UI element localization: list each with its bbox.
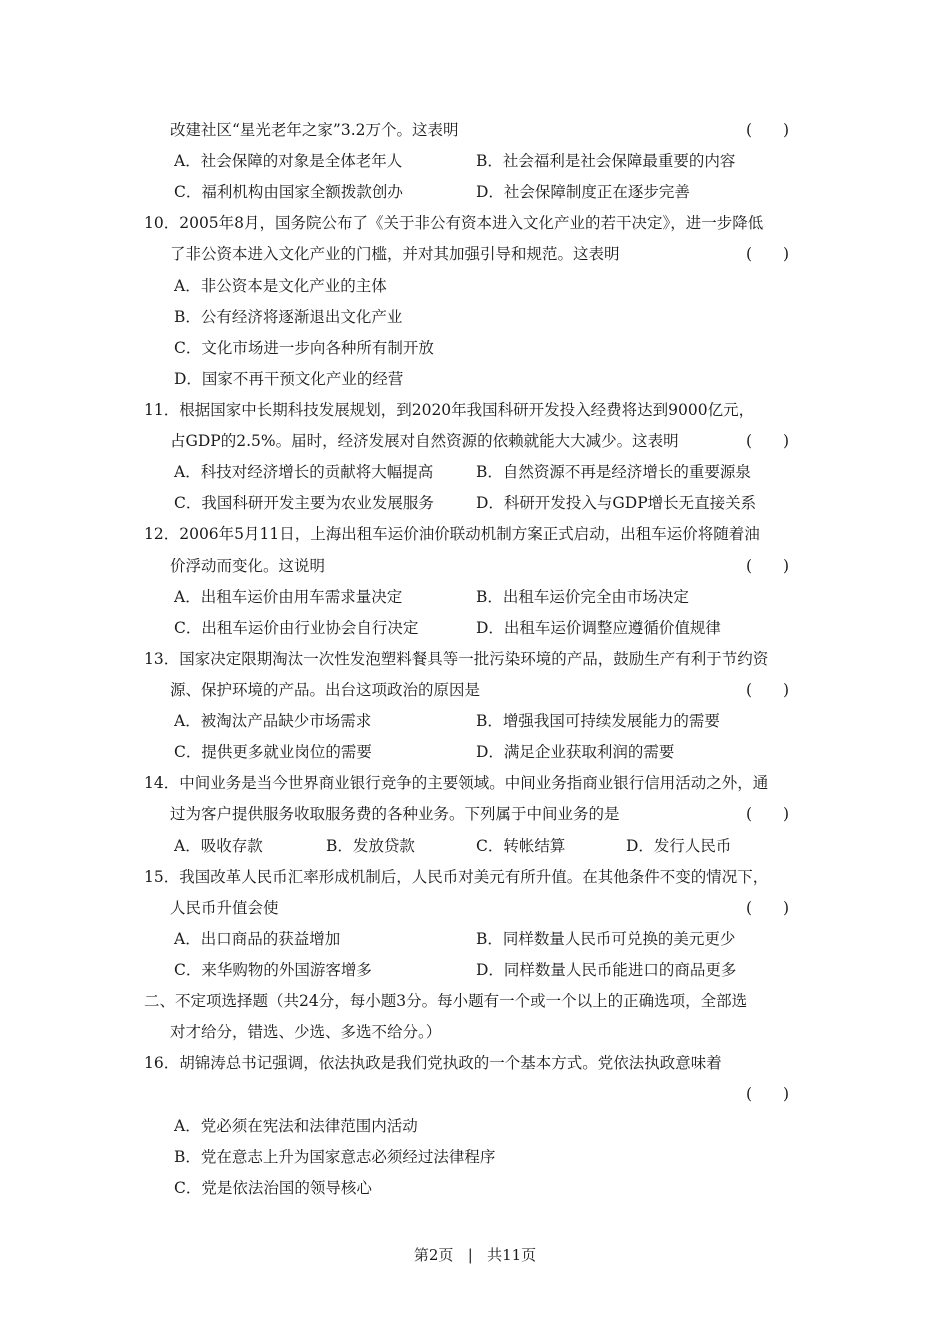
q9-options-row1 <box>0 148 950 174</box>
q13-options-row2 <box>0 739 950 765</box>
q13-option-d: D．满足企业获取利润的需要 <box>476 743 675 761</box>
q10-stem-line2 <box>0 241 950 267</box>
q13-stem-line2 <box>0 677 950 703</box>
q16-option-b: B．党在意志上升为国家意志必须经过法律程序 <box>174 1148 496 1166</box>
q15-stem-text2: 人民币升值会使 <box>170 899 279 917</box>
q12-option-b: B．出租车运价完全由市场决定 <box>476 588 689 606</box>
q14-stem-text: 14．中间业务是当今世界商业银行竞争的主要领域。中间业务指商业银行信用活动之外，通 <box>144 774 769 792</box>
q12-options-row1 <box>0 584 950 610</box>
q11-stem-line2 <box>0 428 950 454</box>
section2-heading-line1 <box>0 988 950 1014</box>
q13-options-row1 <box>0 708 950 734</box>
q12-answer-blank: ( ) <box>746 557 790 575</box>
q9-answer-blank: ( ) <box>746 121 790 139</box>
q13-stem-text: 13．国家决定限期淘汰一次性发泡塑料餐具等一批污染环境的产品，鼓励生产有利于节约资 <box>144 650 769 668</box>
q14-stem-line2 <box>0 801 950 827</box>
q15-options-row2 <box>0 957 950 983</box>
page-number-separator: | <box>467 1246 473 1264</box>
q12-stem-line2 <box>0 553 950 579</box>
q14-option-b: B．发放贷款 <box>326 837 415 855</box>
q10-option-c: C．文化市场进一步向各种所有制开放 <box>174 339 434 357</box>
section2-heading-line2 <box>0 1019 950 1045</box>
q9-option-a: A．社会保障的对象是全体老年人 <box>174 152 403 170</box>
q16-stem-line1 <box>0 1050 950 1076</box>
section2-heading-cont: 对才给分，错选、少选、多选不给分。） <box>170 1023 442 1041</box>
q15-stem-text: 15．我国改革人民币汇率形成机制后，人民币对美元有所升值。在其他条件不变的情况下， <box>144 868 769 886</box>
q13-option-a: A．被淘汰产品缺少市场需求 <box>174 712 372 730</box>
q9-stem <box>0 117 950 143</box>
q9-option-b: B．社会福利是社会保障最重要的内容 <box>476 152 736 170</box>
q12-stem-text2: 价浮动而变化。这说明 <box>170 557 326 575</box>
q13-stem-text2: 源、保护环境的产品。出台这项政治的原因是 <box>170 681 481 699</box>
q15-option-d: D．同样数量人民币能进口的商品更多 <box>476 961 737 979</box>
page-number-current: 第2页 <box>413 1246 454 1264</box>
q10-option-a: A．非公资本是文化产业的主体 <box>174 277 387 295</box>
q15-options-row1 <box>0 926 950 952</box>
q10-stem-text2: 了非公资本进入文化产业的门槛，并对其加强引导和规范。这表明 <box>170 245 620 263</box>
q12-option-c: C．出租车运价由行业协会自行决定 <box>174 619 419 637</box>
q15-stem-line1 <box>0 864 950 890</box>
q12-option-d: D．出租车运价调整应遵循价值规律 <box>476 619 721 637</box>
q11-stem-line1 <box>0 397 950 423</box>
q11-answer-blank: ( ) <box>746 432 790 450</box>
q13-answer-blank: ( ) <box>746 681 790 699</box>
q10-stem-line1 <box>0 210 950 236</box>
q11-option-a: A．科技对经济增长的贡献将大幅提高 <box>174 463 434 481</box>
q10-answer-blank: ( ) <box>746 245 790 263</box>
q11-options-row2 <box>0 490 950 516</box>
q14-options-row <box>0 833 950 859</box>
q9-options-row2 <box>0 179 950 205</box>
q16-option-c: C．党是依法治国的领导核心 <box>174 1179 372 1197</box>
q14-option-d: D．发行人民币 <box>626 837 732 855</box>
q10-option-b: B．公有经济将逐渐退出文化产业 <box>174 308 403 326</box>
q11-stem-text2: 占GDP的2.5%。届时，经济发展对自然资源的依赖就能大大减少。这表明 <box>170 432 679 450</box>
q11-stem-text: 11．根据国家中长期科技发展规划，到2020年我国科研开发投入经费将达到9000亿元， <box>144 401 755 419</box>
q13-stem-line1 <box>0 646 950 672</box>
q14-stem-text2: 过为客户提供服务收取服务费的各种业务。下列属于中间业务的是 <box>170 805 620 823</box>
section2-heading: 二、不定项选择题（共24分，每小题3分。每小题有一个或一个以上的正确选项，全部选 <box>144 992 748 1010</box>
q12-stem-line1 <box>0 521 950 547</box>
q11-option-b: B．自然资源不再是经济增长的重要源泉 <box>476 463 751 481</box>
q9-option-c: C．福利机构由国家全额拨款创办 <box>174 183 403 201</box>
q10-option-d: D．国家不再干预文化产业的经营 <box>174 370 404 388</box>
q15-option-b: B．同样数量人民币可兑换的美元更少 <box>476 930 736 948</box>
q10-stem-text: 10．2005年8月，国务院公布了《关于非公有资本进入文化产业的若干决定》，进一步降低 <box>144 214 764 232</box>
q15-answer-blank: ( ) <box>746 899 790 917</box>
q16-option-a: A．党必须在宪法和法律范围内活动 <box>174 1117 418 1135</box>
q14-option-a: A．吸收存款 <box>174 837 263 855</box>
q16-option-b-line <box>0 1144 950 1170</box>
q15-stem-line2 <box>0 895 950 921</box>
q15-option-c: C．来华购物的外国游客增多 <box>174 961 372 979</box>
q13-option-b: B．增强我国可持续发展能力的需要 <box>476 712 720 730</box>
q14-stem-line1 <box>0 770 950 796</box>
q16-option-a-line <box>0 1113 950 1139</box>
q9-stem-text: 改建社区“星光老年之家”3.2万个。这表明 <box>170 121 459 139</box>
q12-option-a: A．出租车运价由用车需求量决定 <box>174 588 403 606</box>
q9-option-d: D．社会保障制度正在逐步完善 <box>476 183 690 201</box>
q16-stem-text: 16．胡锦涛总书记强调，依法执政是我们党执政的一个基本方式。党依法执政意味着 <box>144 1054 722 1072</box>
q13-option-c: C．提供更多就业岗位的需要 <box>174 743 372 761</box>
q16-answer-blank: ( ) <box>746 1085 790 1103</box>
q14-option-c: C．转帐结算 <box>476 837 566 855</box>
q12-stem-text: 12．2006年5月11日，上海出租车运价油价联动机制方案正式启动，出租车运价将随着油 <box>144 525 760 543</box>
q15-option-a: A．出口商品的获益增加 <box>174 930 341 948</box>
q10-option-b-line <box>0 304 950 330</box>
q16-answer-line <box>0 1081 950 1107</box>
q11-option-c: C．我国科研开发主要为农业发展服务 <box>174 494 434 512</box>
q10-option-a-line <box>0 273 950 299</box>
page-footer <box>0 1242 950 1268</box>
q12-options-row2 <box>0 615 950 641</box>
page-number-total: 共11页 <box>487 1246 537 1264</box>
q10-option-c-line <box>0 335 950 361</box>
q11-option-d: D．科研开发投入与GDP增长无直接关系 <box>476 494 757 512</box>
q14-answer-blank: ( ) <box>746 805 790 823</box>
q11-options-row1 <box>0 459 950 485</box>
q16-option-c-line <box>0 1175 950 1201</box>
q10-option-d-line <box>0 366 950 392</box>
